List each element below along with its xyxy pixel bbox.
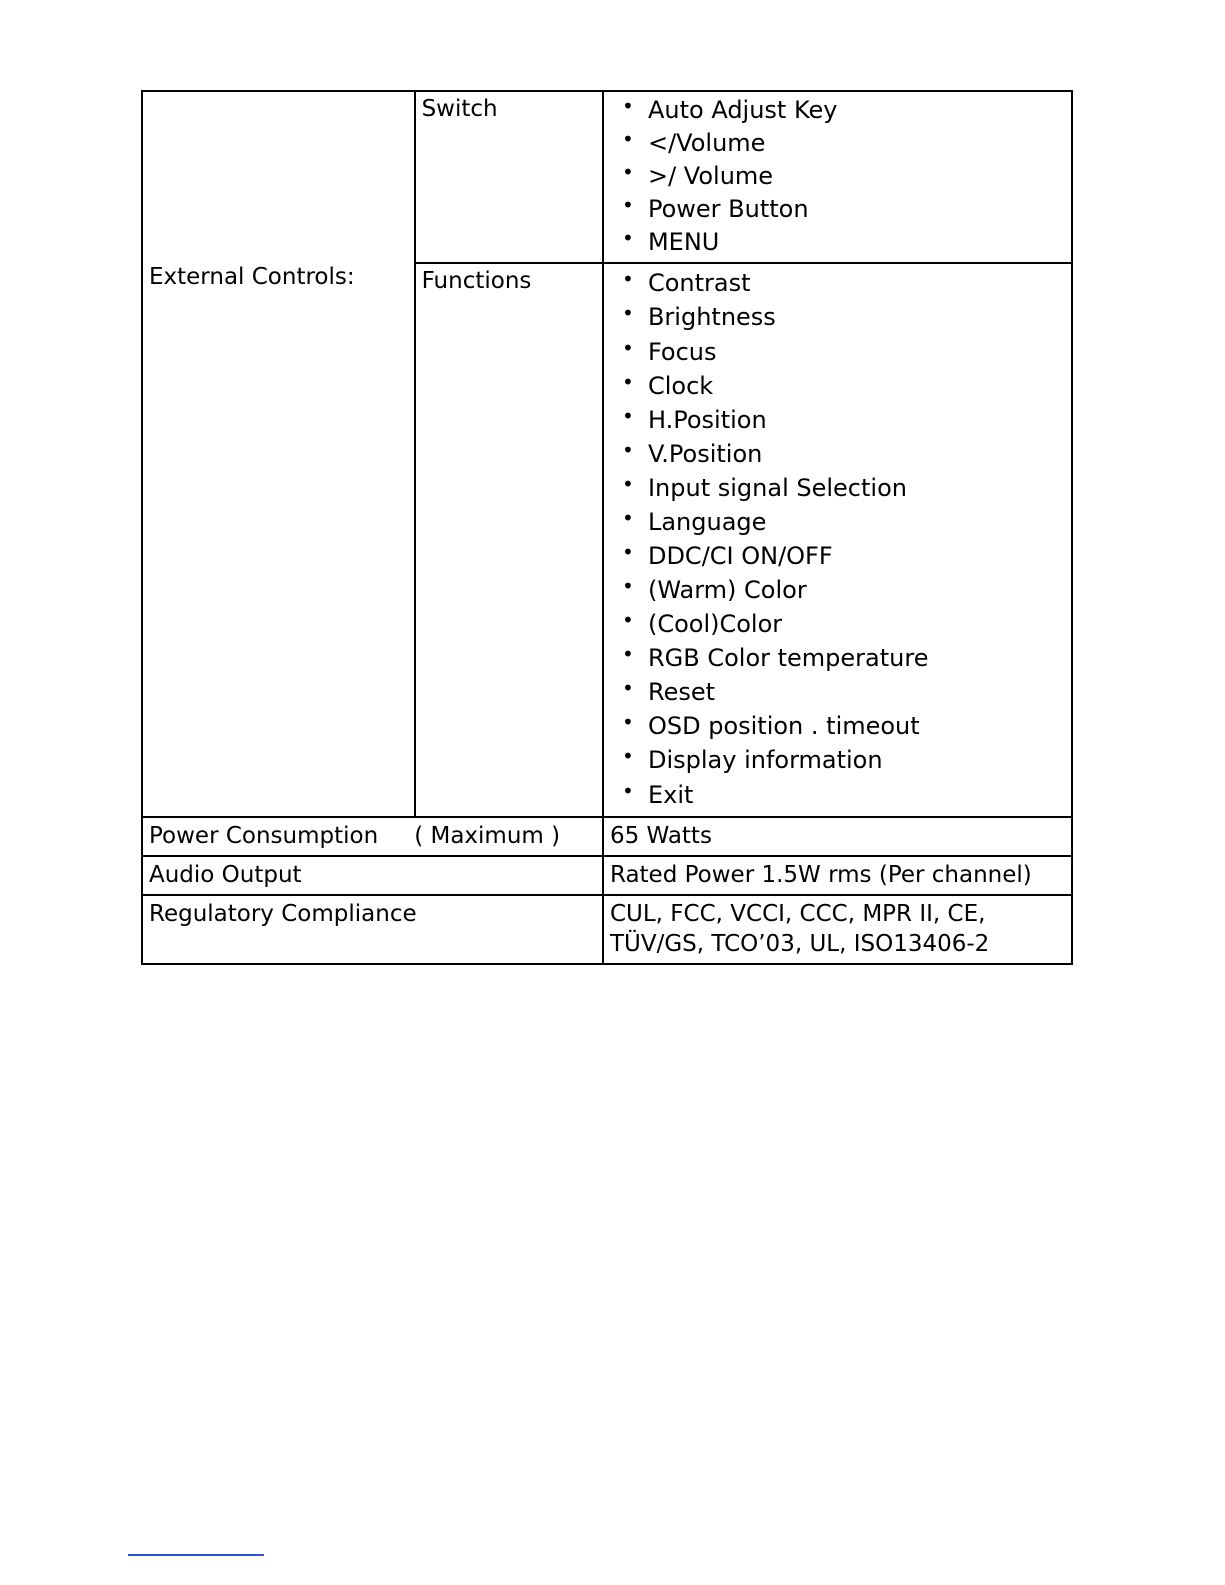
footer-hyperlink-underline[interactable] [128,1552,264,1556]
switch-sub-label-cell [415,91,603,263]
list-item: • DDC/CI ON/OFF [644,539,1065,573]
power-consumption-value-cell [603,817,1072,856]
external-controls-label-cell [142,91,415,817]
functions-sub-label: Functions [421,268,532,295]
regulatory-label: Regulatory Compliance [149,900,417,927]
list-item: • Exit [644,778,1065,812]
audio-output-label: Audio Output [149,861,302,888]
power-consumption-value: 65 Watts [609,822,712,849]
list-item: • >/ Volume [644,160,1065,193]
list-item: • Power Button [644,193,1065,226]
power-consumption-label: Power Consumption [149,822,379,849]
functions-items-cell [603,263,1072,816]
list-item: • (Cool)Color [644,607,1065,641]
list-item: • RGB Color temperature [644,641,1065,675]
power-consumption-qualifier: ( Maximum ) [414,822,561,849]
list-item: • Clock [644,369,1065,403]
table-row [142,856,1072,895]
list-item: • Input signal Selection [644,471,1065,505]
switch-items-cell [603,91,1072,263]
regulatory-value-line1: CUL, FCC, VCCI, CCC, MPR II, CE, [609,900,986,927]
regulatory-value-cell [603,895,1072,964]
table-row [142,817,1072,856]
list-item: • Display information [644,743,1065,777]
switch-sub-label: Switch [421,96,498,122]
switch-items-list [610,94,1065,258]
list-item: • Reset [644,675,1065,709]
regulatory-label-cell [142,895,603,964]
power-consumption-label-cell [142,817,603,856]
list-item: • H.Position [644,403,1065,437]
list-item: • </Volume [644,127,1065,160]
spacer [378,821,414,852]
functions-sub-label-cell [415,263,603,816]
list-item: • Language [644,505,1065,539]
audio-output-label-cell [142,856,603,895]
functions-items-list [610,266,1065,811]
list-item: • MENU [644,226,1065,259]
regulatory-value-line2: TÜV/GS, TCO’03, UL, ISO13406-2 [609,931,990,958]
specifications-table [141,90,1073,965]
list-item: • Focus [644,335,1065,369]
audio-output-value-cell [603,856,1072,895]
list-item: • Contrast [644,266,1065,300]
list-item: • Brightness [644,300,1065,334]
list-item: • OSD position . timeout [644,709,1065,743]
list-item: • V.Position [644,437,1065,471]
list-item: • (Warm) Color [644,573,1065,607]
external-controls-label: External Controls: [149,264,355,290]
table-row [142,895,1072,964]
table-row [142,91,1072,263]
audio-output-value: Rated Power 1.5W rms (Per channel) [609,861,1032,888]
list-item: • Auto Adjust Key [644,94,1065,127]
